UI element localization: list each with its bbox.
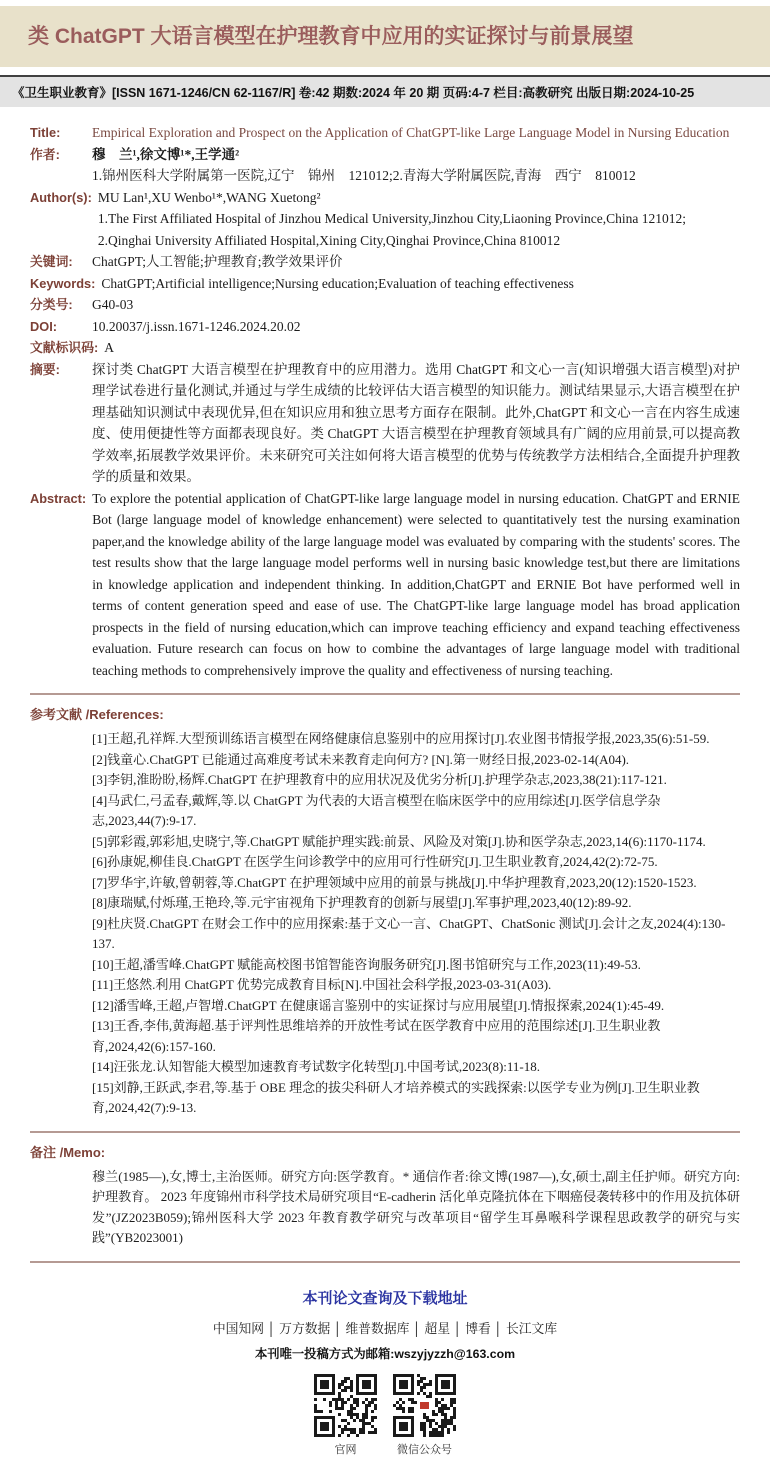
- reference-item: [6]孙康妮,柳佳良.ChatGPT 在医学生问诊教学中的应用可行性研究[J].卫生职业教育,2024,42(2):72-75.: [92, 854, 658, 870]
- reference-item: [3]李钥,淮盼盼,杨辉.ChatGPT 在护理教育中的应用状况及优劣分析[J].护理学杂志,2023,38(21):117-121.: [92, 772, 667, 788]
- title-label: Title:: [30, 125, 61, 141]
- section-divider: [30, 1261, 740, 1263]
- references-heading: 参考文献 /References:: [30, 707, 164, 723]
- qr-label-wechat: 微信公众号: [397, 1443, 452, 1456]
- authors-en-affiliation-2: 2.Qinghai University Affiliated Hospital,Xining City,Qinghai Province,China 810012: [97, 232, 561, 248]
- keywords-en-value: ChatGPT;Artificial intelligence;Nursing education;Evaluation of teaching effectiveness: [101, 275, 574, 291]
- journal-footer: [0, 1273, 770, 1471]
- doc-code-value: A: [104, 340, 114, 356]
- reference-item: [4]马武仁,弓孟春,戴辉,等.以 ChatGPT 为代表的大语言模型在临床医学中的应用综述[J].医学信息学杂志,2023,44(7):9-17.: [92, 792, 661, 829]
- qr-item-wechat: [393, 1374, 456, 1457]
- reference-item: [11]王悠然.利用 ChatGPT 优势完成教育目标[N].中国社会科学报,2023-03-31(A03).: [92, 977, 552, 993]
- clc-label: 分类号:: [30, 297, 73, 313]
- meta-row-clc: [30, 294, 740, 316]
- authors-cn-value: [92, 144, 740, 187]
- footer-title: 本刊论文查询及下载地址: [302, 1289, 468, 1307]
- section-divider: [30, 1131, 740, 1133]
- abstract-cn-label: 摘要:: [30, 361, 60, 377]
- memo-text: 穆兰(1985—),女,博士,主治医师。研究方向:医学教育。* 通信作者:徐文博(1987—),女,硕士,副主任护师。研究方向:护理教育。 2023 年度锦州市科学技术局研究项目“E-cadherin 活化单克隆抗体在下咽癌侵袭转移中的作用及抗体研发”(JZ2023B059);锦州医科大学 2023 年教育教学研究与改革项目“留学生耳鼻喉科学课程思政教学的研究与实践”(YB2023001): [92, 1168, 740, 1246]
- abstract-en-value: To explore the potential application of ChatGPT-like large language model in nursing education. ChatGPT and ERNIE Bot (large language model of knowledge enhancement) were selected to quantitatively test the nursing examination paper,and the knowledge ability of the large language model was evaluated by comparing with the students' scores. The test results show that the large language model performs well in nursing basic knowledge test,but there are limitations in knowledge application and independent thinking. In addition,ChatGPT and ERNIE Bot have performed well in terms of content generation speed and ease of use. The ChatGPT-like large language model has broad application prospects in the field of nursing education,which can improve teaching efficiency and expand teaching effectiveness evaluation. Future research can focus on how to combine the advantages of large language model with traditional teaching methods to comprehensively improve the quality and effectiveness of nursing teaching.: [92, 490, 740, 678]
- authors-cn-label: 作者:: [30, 146, 60, 162]
- qr-code-wechat-icon: [393, 1374, 456, 1437]
- footer-submission-email: 本刊唯一投稿方式为邮箱:wszyjyzzh@163.com: [254, 1346, 516, 1361]
- reference-item: [1]王超,孔祥辉.大型预训练语言模型在网络健康信息鉴别中的应用探讨[J].农业图书情报学报,2023,35(6):51-59.: [92, 731, 710, 747]
- section-divider: [30, 693, 740, 695]
- journal-info-text: 《卫生职业教育》[ISSN 1671-1246/CN 62-1167/R] 卷:42 期数:2024 年 20 期 页码:4-7 栏目:高教研究 出版日期:2024-10-25: [12, 86, 695, 101]
- footer-databases: 中国知网 │ 万方数据 │ 维普数据库 │ 超星 │ 博看 │ 长江文库: [212, 1320, 558, 1336]
- reference-item: [13]王香,李伟,黄海超.基于评判性思维培养的开放性考试在医学教育中应用的范围综述[J].卫生职业教育,2024,42(6):157-160.: [92, 1018, 661, 1054]
- memo-heading: 备注 /Memo:: [30, 1144, 106, 1160]
- reference-item: [7]罗华宇,许敏,曾朝蓉,等.ChatGPT 在护理领域中应用的前景与挑战[J].中华护理教育,2023,20(12):1520-1523.: [92, 874, 697, 890]
- authors-en-label: Author(s):: [30, 189, 92, 205]
- meta-row-doi: [30, 316, 740, 338]
- reference-item: [10]王超,潘雪峰.ChatGPT 赋能高校图书馆智能咨询服务研究[J].图书馆研究与工作,2023(11):49-53.: [92, 956, 641, 972]
- page-title: 类 ChatGPT 大语言模型在护理教育中应用的实证探讨与前景展望: [28, 25, 634, 48]
- qr-code-row: [0, 1374, 770, 1457]
- reference-item: [8]康瑞赋,付烁瑾,王艳玲,等.元宇宙视角下护理教育的创新与展望[J].军事护理,2023,40(12):89-92.: [92, 895, 632, 911]
- meta-row-keywords-en: [30, 273, 740, 295]
- authors-cn-names: 穆 兰¹,徐文博¹*,王学通²: [92, 146, 240, 162]
- reference-item: [14]汪张龙.认知智能大模型加速教育考试数字化转型[J].中国考试,2023(8):11-18.: [92, 1059, 540, 1075]
- abstract-cn-value: 探讨类 ChatGPT 大语言模型在护理教育中的应用潜力。选用 ChatGPT 和文心一言(知识增强大语言模型)对护理学试卷进行量化测试,并通过与学生成绩的比较评估大语言模型的知识能力。测试结果显示,大语言模型在护理基础知识测试中表现优异,但在知识应用和独立思考方面存在限制。此外,ChatGPT 和文心一言在内容生成速度、使用便捷性等方面都表现良好。类 ChatGPT 大语言模型在护理教育领域具有广阔的应用前景,可以提高教学效率,拓展教学效果评价。未来研究可关注如何将大语言模型的优势与传统教学方法相结合,全面提升护理教学的质量和效果。: [92, 361, 740, 485]
- article-metadata: [0, 107, 770, 1263]
- keywords-cn-value: ChatGPT;人工智能;护理教育;教学效果评价: [92, 254, 343, 270]
- journal-info-bar: [0, 75, 770, 107]
- abstract-en-label: Abstract:: [30, 490, 87, 506]
- meta-row-abstract-cn: [30, 359, 740, 488]
- authors-en-affiliation-1: 1.The First Affiliated Hospital of Jinzhou Medical University,Jinzhou City,Liaoning Province,China 121012;: [97, 211, 687, 227]
- authors-cn-affiliation: 1.锦州医科大学附属第一医院,辽宁 锦州 121012;2.青海大学附属医院,青海 西宁 810012: [92, 168, 636, 184]
- reference-item: [15]刘静,王跃武,李君,等.基于 OBE 理念的拔尖科研人才培养模式的实践探索:以医学专业为例[J].卫生职业教育,2024,42(7):9-13.: [92, 1079, 700, 1116]
- reference-item: [5]郭彩霞,郭彩旭,史晓宁,等.ChatGPT 赋能护理实践:前景、风险及对策[J].协和医学杂志,2023,14(6):1170-1174.: [92, 833, 706, 849]
- doi-label: DOI:: [30, 318, 58, 334]
- references-section: [30, 705, 740, 1119]
- authors-en-value: [98, 187, 740, 252]
- reference-item: [2]钱童心.ChatGPT 已能通过高难度考试未来教育走向何方? [N].第一财经日报,2023-02-14(A04).: [92, 751, 630, 767]
- meta-row-keywords-cn: [30, 251, 740, 273]
- doi-value: 10.20037/j.issn.1671-1246.2024.20.02: [92, 318, 301, 334]
- title-banner: [0, 6, 770, 67]
- qr-item-website: [314, 1374, 377, 1457]
- memo-section: [30, 1143, 740, 1249]
- meta-row-abstract-en: [30, 488, 740, 682]
- qr-code-website-icon: [314, 1374, 377, 1437]
- meta-row-doc-code: [30, 337, 740, 359]
- meta-row-authors-cn: [30, 144, 740, 187]
- title-value: Empirical Exploration and Prospect on the Application of ChatGPT-like Large Language Model in Nursing Education: [92, 125, 730, 141]
- doc-code-label: 文献标识码:: [30, 340, 99, 356]
- authors-en-names: MU Lan¹,XU Wenbo¹*,WANG Xuetong²: [97, 189, 321, 205]
- qr-label-website: 官网: [334, 1443, 357, 1456]
- keywords-en-label: Keywords:: [30, 275, 96, 291]
- meta-row-authors-en: [30, 187, 740, 252]
- meta-row-title: [30, 122, 740, 144]
- clc-value: G40-03: [92, 297, 134, 313]
- reference-item: [12]潘雪峰,王超,卢智增.ChatGPT 在健康谣言鉴别中的实证探讨与应用展望[J].情报探索,2024(1):45-49.: [92, 997, 665, 1013]
- keywords-cn-label: 关键词:: [30, 254, 73, 270]
- references-list: [30, 729, 740, 1119]
- reference-item: [9]杜庆贤.ChatGPT 在财会工作中的应用探索:基于文心一言、ChatGPT、ChatSonic 测试[J].会计之友,2024(4):130-137.: [92, 915, 726, 952]
